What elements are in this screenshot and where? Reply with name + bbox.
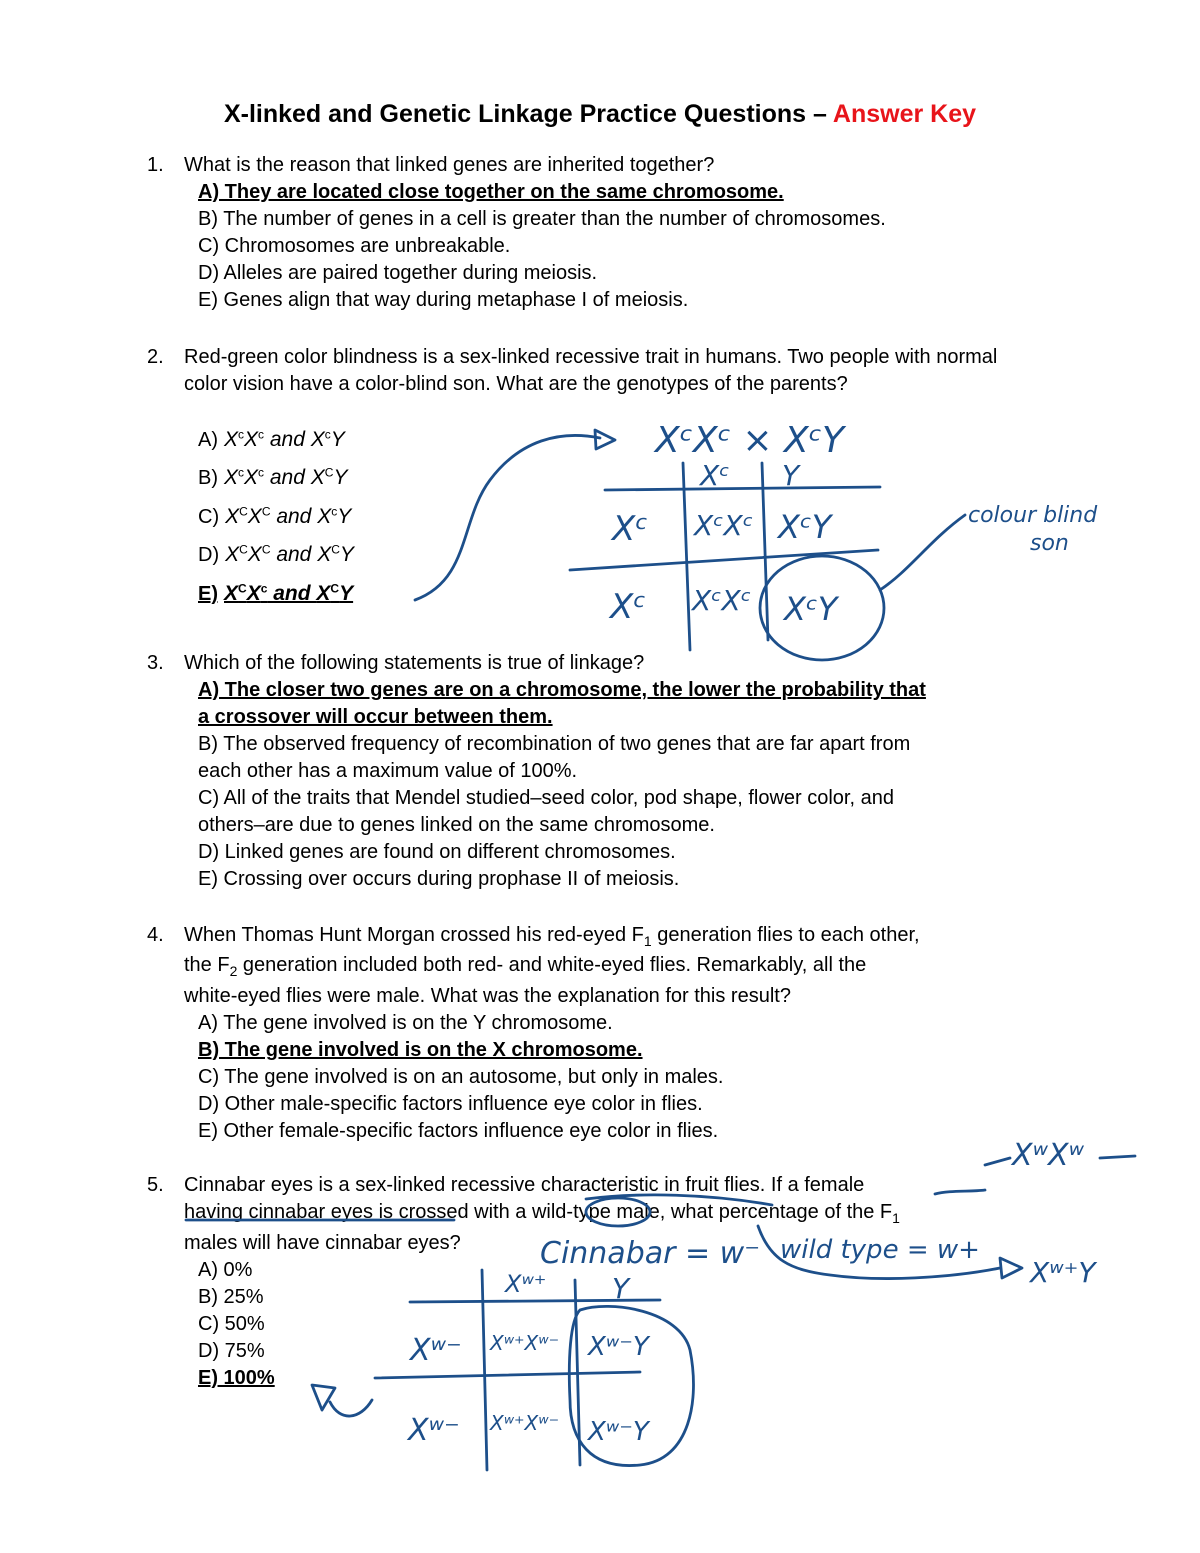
option-a-correct-line-2: a crossover will occur between them. xyxy=(198,706,553,728)
chromosome-letter: X xyxy=(310,428,325,451)
option-d: D) Linked genes are found on different chromosomes. xyxy=(198,841,676,863)
chromosome-letter: Y xyxy=(333,466,348,489)
q5-punnett-row-label: Xʷ⁻ xyxy=(408,1413,460,1448)
option-b-line-1: B) The observed frequency of recombination of two genes that are far apart from xyxy=(198,733,911,755)
allele-superscript: c xyxy=(238,465,245,480)
option-letter: A) xyxy=(198,429,218,451)
q5-arrow-to-answer xyxy=(330,1400,372,1416)
allele-superscript: C xyxy=(239,504,248,519)
option-b: B) 25% xyxy=(198,1286,264,1308)
question-stem-line-2 xyxy=(184,952,1084,985)
chromosome-letter: X xyxy=(244,466,259,489)
q5-punnett-cell: Xʷ⁺Xʷ⁻ xyxy=(490,1331,560,1355)
option-a: A) 0% xyxy=(198,1259,253,1281)
q5-punnett-row-label: Xʷ⁻ xyxy=(410,1333,462,1368)
stem-text: having cinnabar eyes is crossed with a wild-type male, what percentage of the F xyxy=(184,1201,893,1223)
option-d: D) 75% xyxy=(198,1340,265,1362)
q2-punnett-header: Xᶜ xyxy=(700,459,730,492)
chromosome-letter: X xyxy=(225,505,240,528)
question-stem: Which of the following statements is true of linkage? xyxy=(184,652,645,674)
q2-punnett-cell: XᶜY xyxy=(778,508,832,546)
option-letter: B) xyxy=(198,467,218,489)
question-3 xyxy=(147,650,1087,890)
q2-punnett-cell: XᶜY xyxy=(784,590,838,628)
option-letter: C) xyxy=(198,506,220,528)
option-b-line-2: each other has a maximum value of 100%. xyxy=(198,760,578,782)
allele-superscript: c xyxy=(260,581,268,596)
allele-superscript: C xyxy=(331,542,340,557)
chromosome-letter: Y xyxy=(337,505,352,528)
chromosome-letter: X xyxy=(310,466,325,489)
subscript: 1 xyxy=(892,1210,900,1226)
question-number: 2. xyxy=(147,346,164,368)
q5-punnett-cell: Xʷ⁻Y xyxy=(588,1332,649,1362)
allele-superscript: C xyxy=(238,581,247,596)
question-number: 3. xyxy=(147,652,164,674)
option-c-line-1: C) All of the traits that Mendel studied–seed color, pod shape, flower color, and xyxy=(198,787,894,809)
q5-punnett-header: Xʷ⁺ xyxy=(505,1270,547,1298)
option-c-line-2: others–are due to genes linked on the same chromosome. xyxy=(198,814,715,836)
and-text: and xyxy=(270,543,318,566)
chromosome-letter: X xyxy=(317,543,332,566)
question-2 xyxy=(147,344,1087,624)
allele-superscript: C xyxy=(239,542,248,557)
chromosome-letter: X xyxy=(244,428,259,451)
option-c: C) The gene involved is on an autosome, but only in males. xyxy=(198,1066,724,1088)
stem-text: When Thomas Hunt Morgan crossed his red-eyed F xyxy=(184,924,644,946)
and-text: and xyxy=(264,428,311,451)
subscript: 1 xyxy=(643,933,652,949)
q2-punnett-row-label: Xᶜ xyxy=(610,587,646,627)
and-text: and xyxy=(264,466,311,489)
allele-superscript: C xyxy=(261,542,271,557)
subscript: 2 xyxy=(229,963,238,979)
q2-punnett-row-label: Xᶜ xyxy=(612,509,648,549)
stem-text: generation included both red- and white-eyed flies. Remarkably, all the xyxy=(237,954,867,976)
title-main: X-linked and Genetic Linkage Practice Questions – xyxy=(223,100,833,128)
option-d: D) Other male-specific factors influence eye color in flies. xyxy=(198,1093,703,1115)
allele-superscript: c xyxy=(258,427,265,442)
option-letter: D) xyxy=(198,544,220,566)
allele-superscript: c xyxy=(324,427,331,442)
allele-superscript: c xyxy=(238,427,245,442)
chromosome-letter: Y xyxy=(339,543,354,566)
chromosome-letter: X xyxy=(317,505,332,528)
q5-dash xyxy=(1100,1156,1135,1158)
allele-superscript: C xyxy=(261,504,271,519)
chromosome-letter: X xyxy=(246,582,261,605)
option-a-correct: A) They are located close together on the same chromosome. xyxy=(198,181,784,203)
option-a xyxy=(198,426,345,454)
option-e: E) Crossing over occurs during prophase II of meiosis. xyxy=(198,868,680,890)
question-number: 1. xyxy=(147,154,164,176)
option-a: A) The gene involved is on the Y chromosome. xyxy=(198,1012,613,1034)
question-5 xyxy=(147,1172,1087,1402)
question-stem-line-2 xyxy=(184,1199,1084,1232)
q2-parents-handwriting: XᶜXᶜ × XᶜY xyxy=(655,420,844,461)
chromosome-letter: X xyxy=(224,428,239,451)
option-e: E) Other female-specific factors influence eye color in flies. xyxy=(198,1120,719,1142)
and-text: and xyxy=(267,582,317,605)
chromosome-letter: X xyxy=(224,582,239,605)
question-4 xyxy=(147,922,1087,1152)
option-e: E) Genes align that way during metaphase I of meiosis. xyxy=(198,289,689,311)
allele-superscript: C xyxy=(324,465,334,480)
q2-punnett-header: Y xyxy=(782,459,800,492)
option-c: C) 50% xyxy=(198,1313,265,1335)
question-stem-line-1 xyxy=(184,922,1084,955)
option-c xyxy=(198,503,351,531)
q5-cinnabar-key: Cinnabar = w⁻ xyxy=(540,1236,761,1271)
option-b xyxy=(198,464,347,492)
q2-punnett-cell: XᶜXᶜ xyxy=(694,509,754,542)
q5-wild-key: wild type = w+ xyxy=(780,1235,980,1265)
option-e-correct xyxy=(198,580,353,608)
and-text: and xyxy=(270,505,318,528)
q2-note: son xyxy=(1030,531,1069,556)
q2-note: colour blind xyxy=(968,503,1098,528)
question-stem-line-1: Cinnabar eyes is a sex-linked recessive characteristic in fruit flies. If a female xyxy=(184,1174,865,1196)
question-stem-line-3: white-eyed flies were male. What was the explanation for this result? xyxy=(184,985,791,1007)
q5-punnett-cell: Xʷ⁺Xʷ⁻ xyxy=(490,1411,560,1435)
allele-superscript: C xyxy=(330,581,340,596)
question-stem: What is the reason that linked genes are inherited together? xyxy=(184,154,715,176)
option-a-correct-line-1: A) The closer two genes are on a chromosome, the lower the probability that xyxy=(198,679,926,701)
title-answer-key: Answer Key xyxy=(832,100,977,128)
allele-superscript: c xyxy=(331,504,338,519)
chromosome-letter: X xyxy=(225,543,240,566)
chromosome-letter: X xyxy=(224,466,239,489)
q5-male-genotype: Xʷ⁺Y xyxy=(1030,1256,1096,1289)
stem-text: the F xyxy=(184,954,230,976)
q2-punnett-cell: XᶜXᶜ xyxy=(692,584,752,617)
chromosome-letter: X xyxy=(247,505,262,528)
question-stem: Red-green color blindness is a sex-linked recessive trait in humans. Two people with normal color vision have a color-blind son. What are the genotypes of the parents? xyxy=(184,346,998,395)
option-d xyxy=(198,541,354,569)
stem-text: generation flies to each other, xyxy=(651,924,920,946)
q5-dash xyxy=(985,1158,1010,1165)
question-number: 4. xyxy=(147,924,164,946)
question-1 xyxy=(147,152,1087,322)
option-letter: E) xyxy=(198,583,218,605)
chromosome-letter: Y xyxy=(330,428,345,451)
question-stem-line-3: males will have cinnabar eyes? xyxy=(184,1232,461,1254)
question-number: 5. xyxy=(147,1174,164,1196)
allele-superscript: c xyxy=(258,465,265,480)
option-b: B) The number of genes in a cell is greater than the number of chromosomes. xyxy=(198,208,886,230)
option-b-correct: B) The gene involved is on the X chromosome. xyxy=(198,1039,643,1061)
page-title xyxy=(0,100,1200,129)
option-d: D) Alleles are paired together during meiosis. xyxy=(198,262,598,284)
chromosome-letter: Y xyxy=(339,582,354,605)
chromosome-letter: X xyxy=(247,543,262,566)
option-c: C) Chromosomes are unbreakable. xyxy=(198,235,511,257)
q5-punnett-header: Y xyxy=(612,1272,630,1305)
q5-female-genotype: XʷXʷ xyxy=(1012,1138,1085,1173)
chromosome-letter: X xyxy=(316,582,331,605)
option-e-correct: E) 100% xyxy=(198,1367,275,1389)
q5-punnett-cell: Xʷ⁻Y xyxy=(588,1417,649,1447)
